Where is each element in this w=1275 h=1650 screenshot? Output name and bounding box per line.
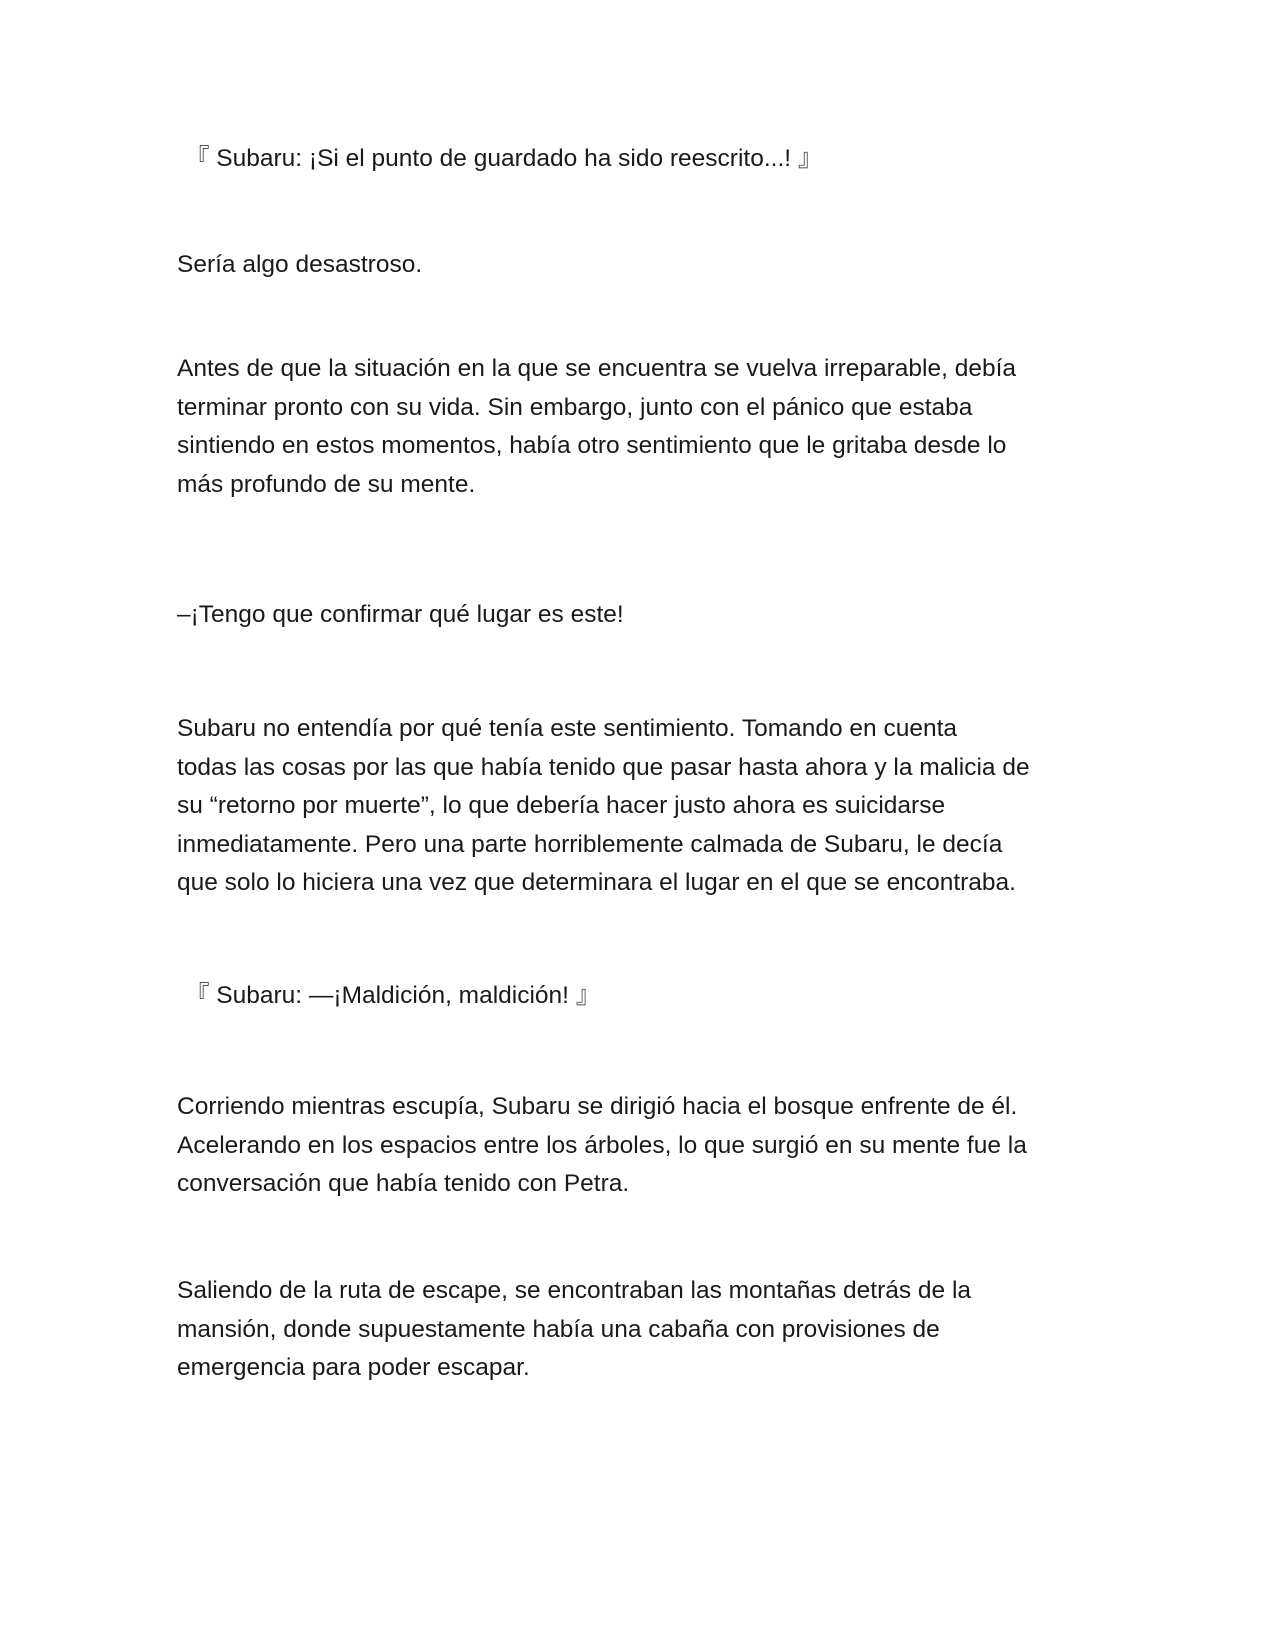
text-line: –¡Tengo que confirmar qué lugar es este!: [177, 601, 624, 628]
text-line: Acelerando en los espacios entre los árboles, lo que surgió en su mente fue la: [177, 1131, 1027, 1159]
text-line: Antes de que la situación en la que se encuentra se vuelva irreparable, debía: [177, 355, 1017, 382]
text-line: terminar pronto con su vida. Sin embargo, junto con el pánico que estaba: [177, 393, 973, 421]
text-line: más profundo de su mente.: [177, 470, 476, 498]
text-line: Subaru no entendía por qué tenía este sentimiento. Tomando en cuenta: [177, 715, 958, 742]
text-line: emergencia para poder escapar.: [177, 1354, 530, 1381]
narration-paragraph: [177, 1272, 1107, 1388]
dialogue-paragraph: [185, 977, 1115, 1016]
text-line: conversación que había tenido con Petra.: [177, 1170, 630, 1197]
text-line: 『 Subaru: —¡Maldición, maldición! 』: [185, 982, 601, 1009]
text-line: Saliendo de la ruta de escape, se encontraban las montañas detrás de la: [177, 1277, 972, 1304]
text-line: Corriendo mientras escupía, Subaru se dirigió hacia el bosque enfrente de él.: [177, 1093, 1018, 1120]
text-line: Sería algo desastroso.: [177, 251, 423, 278]
text-line: sintiendo en estos momentos, había otro sentimiento que le gritaba desde lo: [177, 432, 1007, 459]
text-line: su “retorno por muerte”, lo que debería hacer justo ahora es suicidarse: [177, 792, 946, 819]
text-line: inmediatamente. Pero una parte horriblemente calmada de Subaru, le decía: [177, 830, 1003, 858]
narration-paragraph: [177, 1088, 1107, 1204]
text-line: que solo lo hiciera una vez que determinara el lugar en el que se encontraba.: [177, 869, 1016, 896]
text-line: todas las cosas por las que había tenido que pasar hasta ahora y la malicia de: [177, 753, 1030, 781]
text-line: mansión, donde supuestamente había una cabaña con provisiones de: [177, 1315, 940, 1343]
narration-paragraph: [177, 710, 1107, 903]
dialogue-paragraph: [185, 140, 1115, 179]
text-line: 『 Subaru: ¡Si el punto de guardado ha sido reescrito...! 』: [185, 145, 823, 172]
thought-paragraph: [177, 596, 1107, 635]
narration-paragraph: [177, 246, 1107, 285]
narration-paragraph: [177, 350, 1107, 504]
